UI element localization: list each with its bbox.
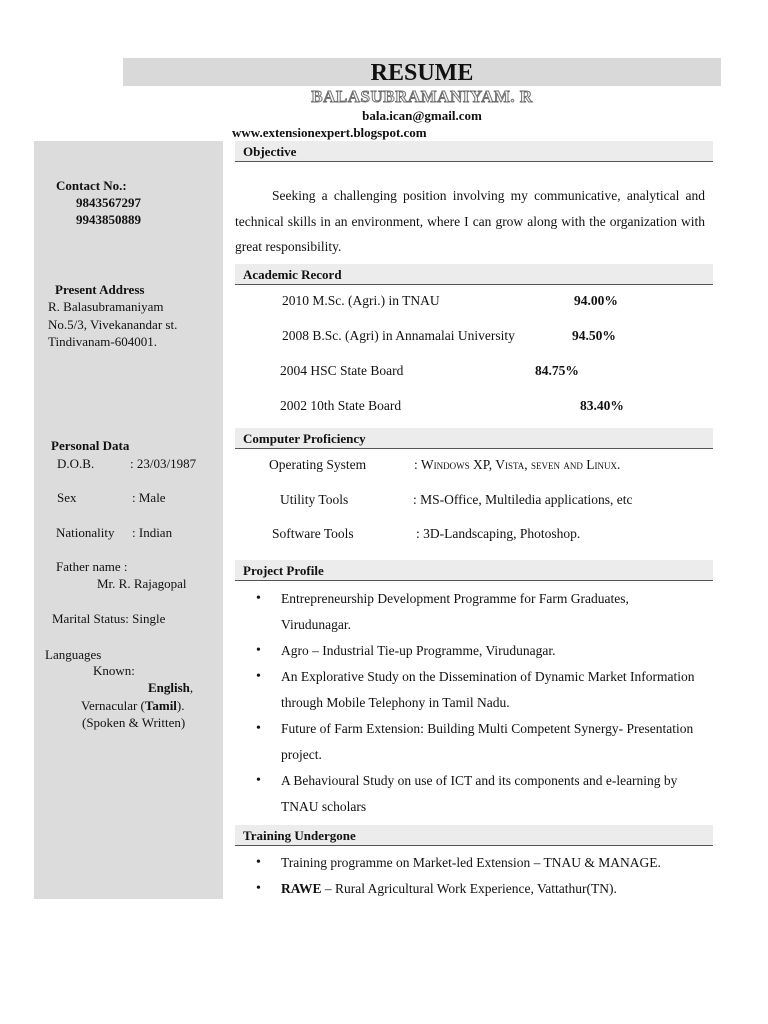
project-list <box>236 586 696 820</box>
computer-value: : 3D-Landscaping, Photoshop. <box>416 526 581 541</box>
email-address: bala.ican@gmail.com <box>362 108 482 123</box>
father-label: Father name : <box>56 559 128 574</box>
section-heading-academic: Academic Record <box>235 264 713 285</box>
computer-label: Utility Tools <box>280 492 349 507</box>
personal-data-label: Personal Data <box>51 438 130 453</box>
section-heading-training: Training Undergone <box>235 825 713 846</box>
list-item: • RAWE – Rural Agricultural Work Experience, Vattathur(TN). <box>236 876 711 902</box>
contact-label: Contact No.: <box>56 178 127 193</box>
computer-value: : Windows XP, Vista, seven and Linux. <box>414 457 621 472</box>
language-vernacular: Vernacular (Tamil). <box>81 698 185 713</box>
address-line: R. Balasubramaniyam <box>48 299 164 314</box>
language-spoken-written: (Spoken & Written) <box>82 715 186 730</box>
academic-course: 2008 B.Sc. (Agri) in Annamalai University <box>282 328 515 343</box>
known-label: Known: <box>93 663 135 678</box>
list-item: • Agro – Industrial Tie-up Programme, Virudunagar. <box>236 638 696 664</box>
address-line: No.5/3, Vivekanandar st. <box>48 317 178 332</box>
website-url: www.extensionexpert.blogspot.com <box>232 125 427 140</box>
list-item: • Training programme on Market-led Extension – TNAU & MANAGE. <box>236 850 711 876</box>
phone-2: 9943850889 <box>76 212 141 227</box>
list-item: • A Behavioural Study on use of ICT and its components and e-learning by TNAU scholars <box>236 768 696 820</box>
academic-course: 2010 M.Sc. (Agri.) in TNAU <box>282 293 440 308</box>
nationality-value: : Indian <box>132 525 173 540</box>
resume-title: RESUME <box>370 60 474 86</box>
computer-label: Software Tools <box>272 526 354 541</box>
academic-score: 94.00% <box>574 293 618 308</box>
sex-label: Sex <box>57 490 77 505</box>
academic-score: 84.75% <box>535 363 579 378</box>
section-heading-computer: Computer Proficiency <box>235 428 713 449</box>
address-line: Tindivanam-604001. <box>48 334 157 349</box>
academic-score: 94.50% <box>572 328 616 343</box>
academic-course: 2004 HSC State Board <box>280 363 404 378</box>
list-item: • An Explorative Study on the Dissemination of Dynamic Market Information through Mobile Telephony in Tamil Nadu. <box>236 664 696 716</box>
father-value: Mr. R. Rajagopal <box>97 576 187 591</box>
list-item: • Entrepreneurship Development Programme for Farm Graduates, Virudunagar. <box>236 586 696 638</box>
phone-1: 9843567297 <box>76 195 141 210</box>
computer-label: Operating System <box>269 457 367 472</box>
nationality-label: Nationality <box>56 525 115 540</box>
academic-course: 2002 10th State Board <box>280 398 402 413</box>
languages-label: Languages <box>45 647 102 662</box>
sex-value: : Male <box>132 490 166 505</box>
computer-value: : MS-Office, Multiledia applications, etc <box>413 492 633 507</box>
objective-text: Seeking a challenging position involving my communicative, analytical and technical skills in an environment, where I can grow along with the organization with great responsibility. <box>235 188 705 254</box>
section-heading-projects: Project Profile <box>235 560 713 581</box>
candidate-name: BALASUBRAMANIYAM. R <box>311 87 533 106</box>
dob-label: D.O.B. <box>57 456 95 471</box>
training-list <box>236 850 711 902</box>
section-heading-objective: Objective <box>235 141 713 162</box>
sidebar-panel <box>34 141 223 899</box>
language-english: English, <box>148 680 194 695</box>
list-item: • Future of Farm Extension: Building Multi Competent Synergy- Presentation project. <box>236 716 696 768</box>
dob-value: : 23/03/1987 <box>130 456 197 471</box>
address-label: Present Address <box>55 282 145 297</box>
academic-score: 83.40% <box>580 398 624 413</box>
marital-status: Marital Status: Single <box>52 611 166 626</box>
